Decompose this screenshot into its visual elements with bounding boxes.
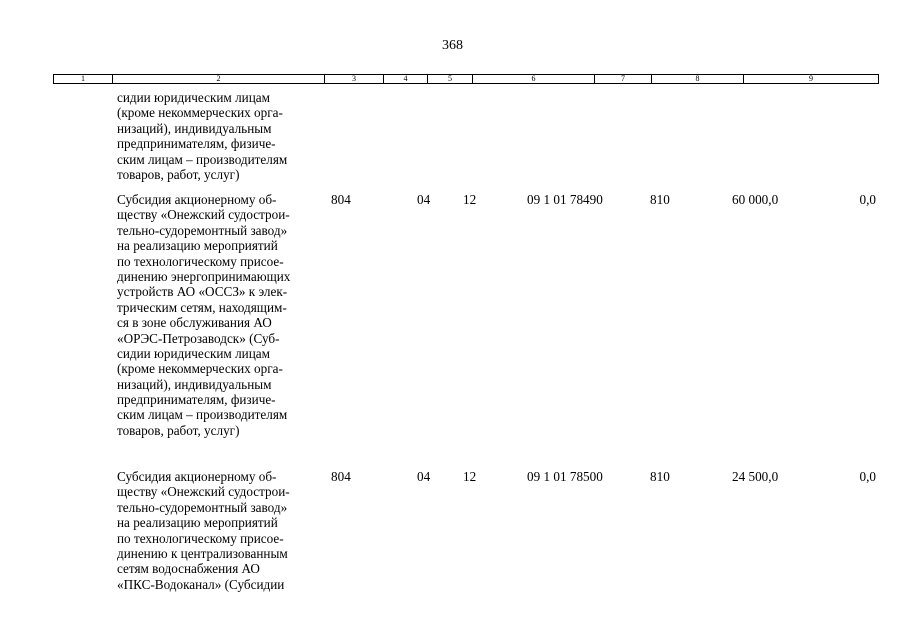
text-line: ся в зоне обслуживания АО	[117, 315, 272, 331]
cell-amount: 60 000,0	[732, 192, 779, 207]
text-line: товаров, работ, услуг)	[117, 422, 240, 438]
text-line: по технологическому присое-	[117, 530, 284, 546]
table-header-row	[53, 74, 879, 84]
text-line: ским лицам – производителям	[117, 407, 288, 423]
text-line: предпринимателям, физиче-	[117, 392, 276, 408]
text-line: (кроме некоммерческих орга-	[117, 105, 283, 121]
cell-ministry-code: 804	[331, 469, 351, 484]
text-line: сидии юридическим лицам	[117, 90, 270, 105]
header-col-3: 3	[324, 75, 383, 83]
header-col-1: 1	[81, 74, 85, 83]
text-line: низаций), индивидуальным	[117, 120, 272, 136]
cell-expense-type: 810	[650, 192, 670, 207]
text-line: сидии юридическим лицам	[117, 345, 270, 361]
text-line: тельно-судоремонтный завод»	[117, 499, 288, 515]
cell-ministry-code: 804	[331, 192, 351, 207]
text-line: на реализацию мероприятий	[117, 238, 278, 254]
text-line: Субсидия акционерному об-	[117, 192, 277, 207]
cell-amount: 24 500,0	[732, 469, 779, 484]
text-line: устройств АО «ОССЗ» к элек-	[117, 284, 288, 300]
header-col-6: 6	[472, 75, 594, 83]
text-line: по технологическому присое-	[117, 253, 284, 269]
text-line: сетям водоснабжения АО	[117, 561, 260, 577]
cell-amount-2: 0,0	[859, 469, 876, 484]
text-line: ским лицам – производителям	[117, 151, 288, 167]
cell-section: 04	[417, 469, 431, 484]
header-col-4: 4	[383, 75, 427, 83]
row-description	[117, 192, 322, 438]
header-col-9: 9	[743, 75, 878, 83]
continuation-text	[117, 90, 322, 182]
text-line: динению к централизованным	[117, 545, 288, 561]
text-line: (кроме некоммерческих орга-	[117, 361, 283, 377]
cell-expense-type: 810	[650, 469, 670, 484]
cell-target-article: 09 1 01 78490	[527, 192, 603, 207]
text-line: «ОРЭС-Петрозаводск» (Суб-	[117, 330, 280, 346]
text-line: на реализацию мероприятий	[117, 515, 278, 531]
text-line: динению энергопринимающих	[117, 268, 291, 284]
text-line: Субсидия акционерному об-	[117, 469, 277, 484]
page-number: 368	[442, 38, 463, 53]
cell-subsection: 12	[463, 192, 477, 207]
text-line: тельно-судоремонтный завод»	[117, 222, 288, 238]
row-description	[117, 469, 322, 592]
text-line: ществу «Онежский судострои-	[117, 207, 290, 223]
cell-amount-2: 0,0	[859, 192, 876, 207]
header-col-2: 2	[112, 75, 324, 83]
text-line: низаций), индивидуальным	[117, 376, 272, 392]
text-line: трическим сетям, находящим-	[117, 299, 287, 315]
cell-target-article: 09 1 01 78500	[527, 469, 603, 484]
cell-section: 04	[417, 192, 431, 207]
header-col-7: 7	[594, 75, 651, 83]
text-line: ществу «Онежский судострои-	[117, 484, 290, 500]
header-col-8: 8	[651, 75, 743, 83]
text-line: предпринимателям, физиче-	[117, 136, 276, 152]
text-line: товаров, работ, услуг)	[117, 166, 240, 182]
text-line: «ПКС-Водоканал» (Субсидии	[117, 576, 285, 592]
header-col-5: 5	[427, 75, 472, 83]
cell-subsection: 12	[463, 469, 477, 484]
